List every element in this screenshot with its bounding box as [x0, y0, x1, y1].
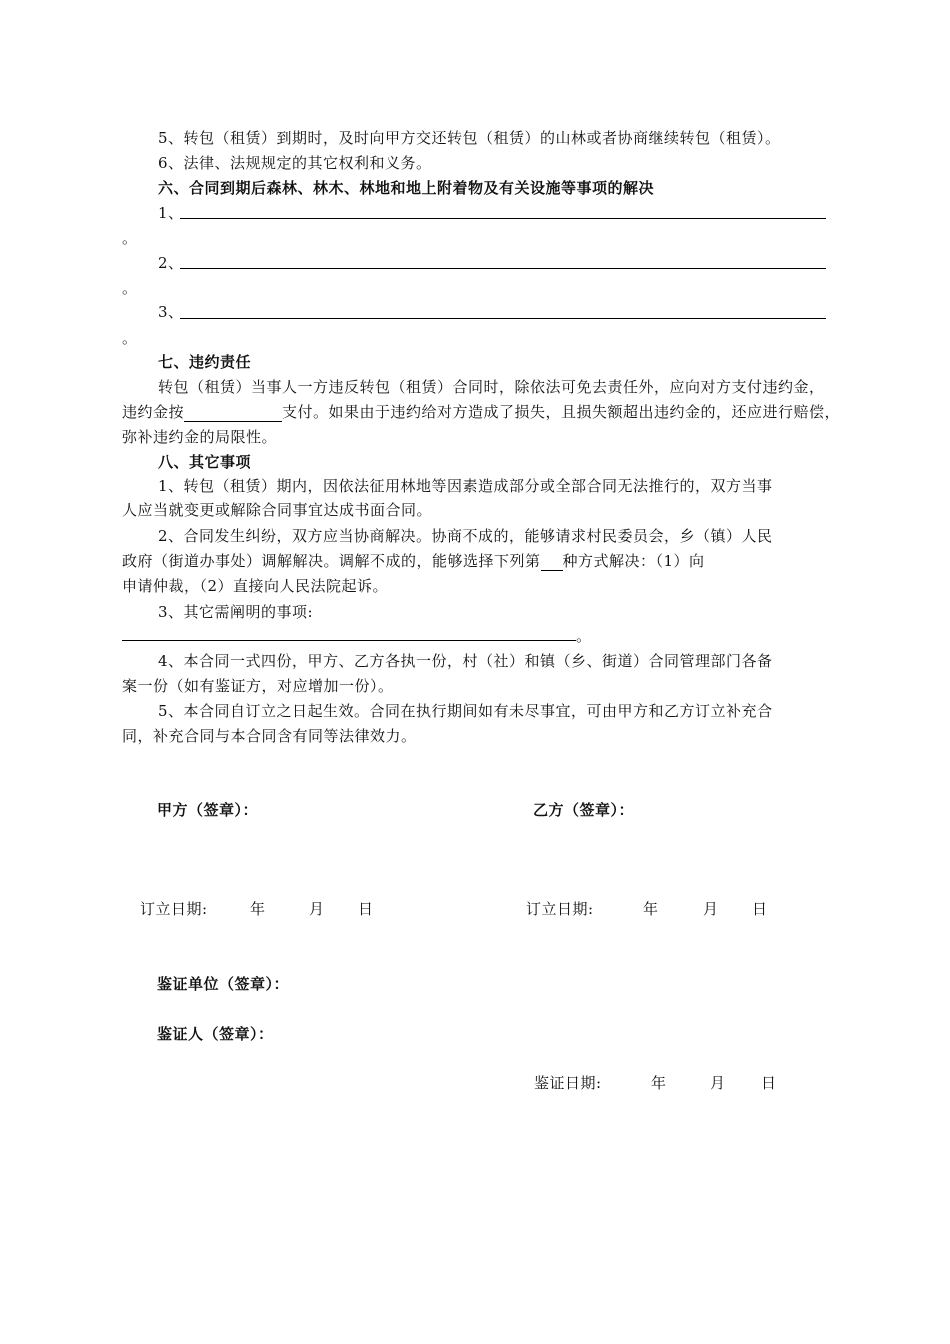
section-8-p1-line-2: 人应当就变更或解除合同事宜达成书面合同。: [122, 501, 433, 519]
section-8-p1-line-1: 1、转包（租赁）期内，因依法征用林地等因素造成部分或全部合同无法推行的，双方当事: [158, 477, 773, 495]
section-7-line-2: [122, 402, 840, 422]
section-8-p2-line-2-start: 政府（街道办事处）调解解决。调解不成的，能够选择下列第: [122, 552, 541, 570]
section-8-p4-line-1: 4、本合同一式四份，甲方、乙方各执一份，村（社）和镇（乡、街道）合同管理部门各备: [158, 652, 773, 670]
section-8-p5-line-2: 同，补充合同与本合同含有同等法律效力。: [122, 727, 417, 745]
other-matters-end: 。: [576, 627, 592, 645]
party-a-date-day: 日: [358, 900, 374, 918]
party-b-signature-label: 乙方（签章）：: [533, 801, 635, 819]
section-6-item-2-blank: [180, 268, 826, 269]
section-6-item-2-end: 。: [122, 279, 138, 297]
section-8-p2-line-2: [122, 551, 828, 571]
clause-5-5: 5、转包（租赁）到期时，及时向甲方交还转包（租赁）的山林或者协商继续转包（租赁）。: [158, 129, 781, 147]
section-6-item-3-end: 。: [122, 329, 138, 347]
notary-date-year: 年: [651, 1074, 667, 1092]
party-a-date-year: 年: [250, 900, 266, 918]
penalty-rate-blank: [184, 405, 282, 422]
party-a-date-month: 月: [309, 900, 325, 918]
notary-person-signature-label: 鉴证人（签章）：: [157, 1025, 274, 1043]
notary-date-label: 鉴证日期:: [534, 1074, 602, 1092]
section-6-item-1-end: 。: [122, 229, 138, 247]
section-6-item-1-number: 1、: [158, 204, 184, 222]
party-b-date-day: 日: [752, 900, 768, 918]
other-matters-blank: [122, 640, 576, 641]
section-6-item-3-number: 3、: [158, 303, 184, 321]
notary-date-month: 月: [710, 1074, 726, 1092]
party-b-date-year: 年: [643, 900, 659, 918]
section-6-item-3-blank: [180, 318, 826, 319]
section-8-p4-line-2: 案一份（如有鉴证方，对应增加一份）。: [122, 677, 394, 695]
section-8-p2-line-2-end: 种方式解决：（1）向: [562, 552, 705, 570]
section-8-heading: 八、其它事项: [158, 453, 252, 471]
section-8-p2-line-1: 2、合同发生纠纷，双方应当协商解决。协商不成的，能够请求村民委员会，乡（镇）人民: [158, 527, 773, 545]
section-6-heading: 六、合同到期后森林、林木、林地和地上附着物及有关设施等事项的解决: [158, 179, 655, 197]
section-7-line-2-end: 支付。如果由于违约给对方造成了损失，且损失额超出违约金的，还应进行赔偿，: [282, 403, 841, 421]
section-8-p3: 3、其它需阐明的事项:: [158, 603, 314, 621]
section-6-item-2-number: 2、: [158, 254, 184, 272]
clause-5-6: 6、法律、法规规定的其它权利和义务。: [158, 154, 432, 172]
notary-unit-signature-label: 鉴证单位（签章）：: [157, 975, 290, 993]
party-b-date-month: 月: [703, 900, 719, 918]
section-8-p5-line-1: 5、本合同自订立之日起生效。合同在执行期间如有未尽事宜，可由甲方和乙方订立补充合: [158, 702, 773, 720]
section-7-line-2-start: 违约金按: [122, 403, 185, 421]
party-a-date-label: 订立日期:: [140, 900, 208, 918]
dispute-method-blank: [541, 554, 563, 571]
section-7-heading: 七、违约责任: [158, 353, 252, 371]
section-8-p2-line-3: 申请仲裁，（2）直接向人民法院起诉。: [122, 577, 389, 595]
party-a-signature-label: 甲方（签章）：: [157, 801, 259, 819]
section-6-item-1-blank: [180, 218, 826, 219]
section-7-line-1: 转包（租赁）当事人一方违反转包（租赁）合同时，除依法可免去责任外，应向对方支付违约金，: [158, 378, 825, 396]
party-b-date-label: 订立日期:: [526, 900, 594, 918]
section-7-line-3: 弥补违约金的局限性。: [122, 428, 278, 446]
notary-date-day: 日: [761, 1074, 777, 1092]
